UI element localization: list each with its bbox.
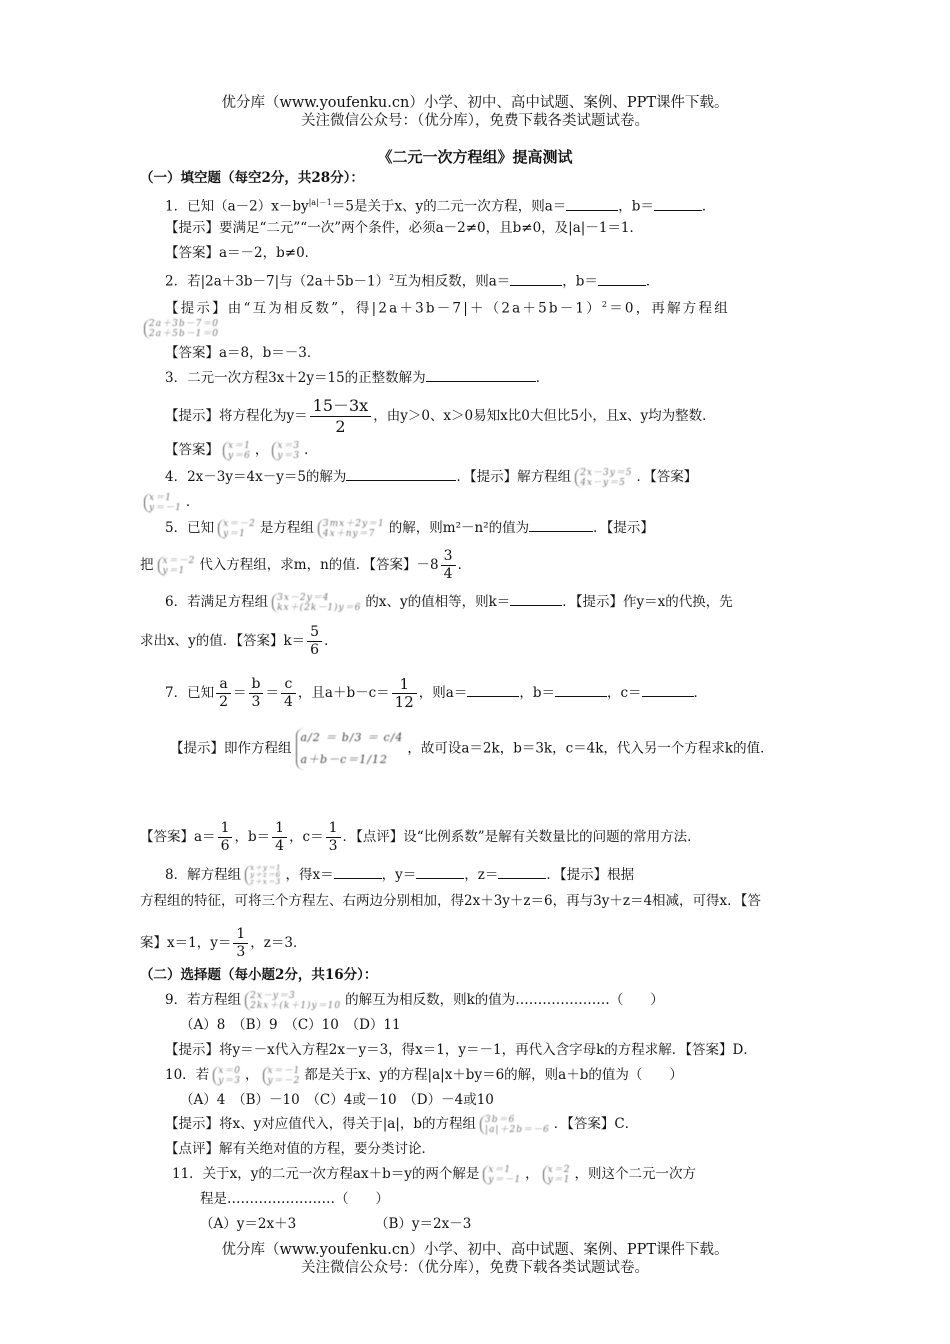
question-3-answer: 【答案】 x＝1 y＝6 ， x＝3 y＝3 ． [165,440,318,461]
question-9-hint: 【提示】将y＝－x代入方程2x－y＝3，得x＝1，y＝－1，再代入含字母k的方程求解．【答案】D． [165,1042,757,1058]
question-4: 4．2x－3y＝4x－y＝5的解为 ．【提示】解方程组 2x－3y＝5 4x－y＝5 ．【答案】 [165,467,698,488]
question-9-options: （A）8 （B）9 （C）10 （D）11 [180,1017,401,1033]
question-10-options: （A）4 （B）－10 （C）4或－10 （D）－4或10 [180,1092,494,1108]
question-10-hint: 【提示】将x、y对应值代入，得关于|a|，b的方程组 3b＝6 |a|＋2b＝－6 ．【答案】C． [165,1114,639,1135]
question-1-hint: 【提示】要满足“二元”“一次”两个条件，必须a－2≠0，且b≠0，及|a|－1＝1． [165,220,644,236]
question-8: 8．解方程组 x＋y＝1 y＋z＝6 z＋x＝3 ，得x＝ ，y＝ ，z＝ ．【提示】根据 [165,864,635,886]
question-8-answer: 案】x＝1，y＝ $\frac{1}{3}$ ，z＝3． [140,926,307,960]
question-3-hint: 【提示】将方程化为y＝ $\frac{15-3x}{2}$ ，由y＞0、x＞0易知x比0大但比5小，且x、y均为整数． [165,396,716,436]
question-7-hint: 【提示】即作方程组 a/2 ＝ b/3 ＝ c/4 a＋b－c＝1/12 ，故可设a＝2k，b＝3k，c＝4k，代入另一个方程求k的值． [170,728,774,770]
question-8-hint: 方程组的特征，可将三个方程左、右两边分别相加，得2x＋3y＋z＝6，再与3y＋z＝4相减，可得x．【答 [140,893,761,909]
page-title: 《二元一次方程组》提高测试 [377,148,573,166]
question-2-answer: 【答案】a＝8，b＝－3． [165,345,321,361]
question-3: 3．二元一次方程3x＋2y＝15的正整数解为 ． [165,370,550,386]
question-10-comment: 【点评】解有关绝对值的方程，要分类讨论． [165,1141,435,1157]
footer-line-1: 优分库（www.youfenku.cn）小学、初中、高中试题、案例、PPT课件下载。 [221,1242,729,1258]
header-line-2: 关注微信公众号：（优分库），免费下载各类试题试卷。 [301,113,649,129]
question-6-answer: 求出x、y的值．【答案】k＝ $\frac{5}{6}$ ． [140,624,338,658]
question-6: 6．若满足方程组 3x－2y＝4 kx＋(2k－1)y＝6 的x、y的值相等，则k＝ ．【提示】作y＝x的代换，先 [165,592,733,613]
header-line-1: 优分库（www.youfenku.cn）小学、初中、高中试题、案例、PPT课件下载。 [221,95,729,111]
question-11-option-a: （A）y＝2x＋3 [200,1216,297,1232]
question-2-hint: 【提示】由“互为相反数”，得$|2a+3b-7|+(2a+5b-1)^2=0$，再解方程组 [165,300,730,317]
question-4-answer-system: x＝1 y＝－1 ． [140,492,199,513]
question-5: 5．已知 x＝－2 y＝1 是方程组 3mx＋2y＝1 4x＋ny＝7 的解，则m²－n²的值为 ．【提示】 [165,518,654,539]
footer-line-2: 关注微信公众号：（优分库），免费下载各类试题试卷。 [301,1260,649,1276]
question-9: 9．若方程组 2x－y＝3 2kx＋(k＋1)y＝10 的解互为相反数，则k的值为…………………（ ） [165,990,664,1011]
question-2: 2．若|2a＋3b－7|与$(2a+5b-1)^2$互为相反数，则a＝ ，b＝ ． [165,273,660,290]
question-2-hint-system: 2a＋3b－7＝0 2a＋5b－1＝0 [140,318,223,339]
question-1-answer: 【答案】a＝－2，b≠0． [165,245,319,261]
section-fill-in-heading: （一）填空题（每空2分，共28分）： [140,170,364,186]
question-11: 11．关于x，y的二元一次方程ax＋b＝y的两个解是 x＝1 y＝－1 ， x＝2 y＝1 ，则这个二元一次方 [172,1164,696,1185]
question-7: 7．已知 $\frac{a}{2}$ ＝ $\frac{b}{3}$ ＝ $\frac{c}{4}$ ，且a＋b－c＝ $\frac{1}{12}$ ，则a＝ ，b＝ ，c＝ ． [165,675,708,711]
section-choice-heading: （二）选择题（每小题2分，共16分）： [140,967,378,983]
question-10: 10．若 x＝0 y＝3 ， x＝－1 y＝－2 都是关于x、y的方程|a|x＋by＝6的解，则a＋b的值为（ ） [165,1065,683,1086]
question-7-answer: 【答案】a＝ $\frac{1}{6}$ ，b＝ $\frac{1}{4}$ ，c＝ $\frac{1}{3}$ ．【点评】设“比例系数”是解有关数量比的问题的常用方法． [140,820,701,854]
question-11-line-2: 程是……………………（ ） [200,1191,389,1207]
question-1: 1．已知$(a-2)x-by^{|a|-1}=5$是关于x、y的二元一次方程，则a＝ ，b＝ ． [165,198,716,215]
question-11-option-b: （B）y＝2x－3 [375,1216,472,1232]
question-5-hint: 把 x＝－2 y＝1 代入方程组，求m，n的值．【答案】－8 $\frac{3}{4}$ ． [140,548,472,582]
